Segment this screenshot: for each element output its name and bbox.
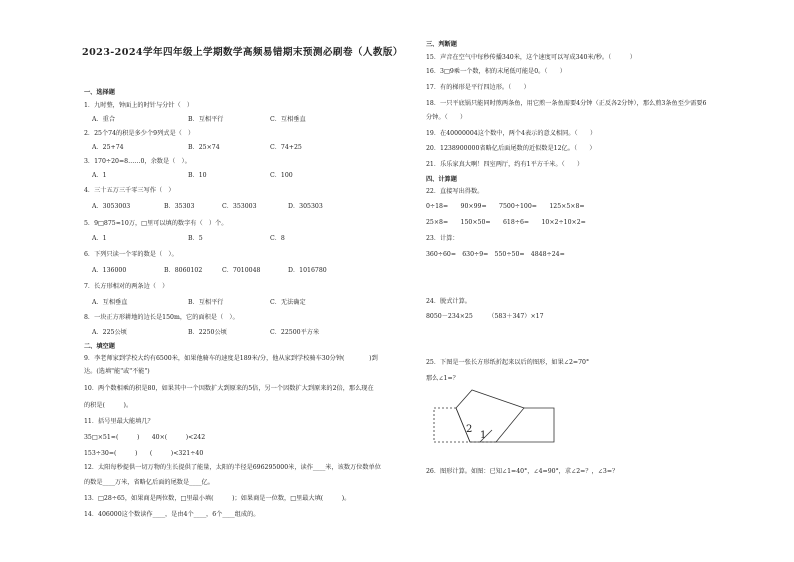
question-4: 4．三十五万三千零三写作（ ） xyxy=(84,187,175,194)
option: C．无法确定 xyxy=(270,299,306,306)
option: B．2250公顷 xyxy=(188,329,227,336)
question-11-a: 35□×51≈( ) 40×( )<242 xyxy=(84,434,206,441)
question-23: 23．计算： xyxy=(426,235,459,242)
question-11-b: 153÷30=( ) ( )<321÷40 xyxy=(84,450,204,457)
question-24: 24．脱式计算。 xyxy=(426,298,471,305)
question-17: 17．有的梯形是平行四边形。（ ） xyxy=(426,84,530,91)
page-title: 2023-2024学年四年级上学期数学高频易错期末预测必刷卷（人教版） xyxy=(82,47,403,58)
question-8: 8．一块正方形耕地的边长是150m，它的面积是（ ）。 xyxy=(84,314,239,321)
option: A．1 xyxy=(92,235,107,242)
question-1: 1．九时整，钟面上的时针与分针（ ） xyxy=(84,102,194,109)
section-heading-judge: 三、判断题 xyxy=(426,41,457,48)
option: B．互相平行 xyxy=(188,116,224,123)
question-9-cont: 达。(选填"能"或"不能") xyxy=(84,368,150,375)
option: D．1016780 xyxy=(288,267,327,274)
section-heading-fill: 二、填空题 xyxy=(84,343,115,350)
section-heading-calc: 四、计算题 xyxy=(426,176,457,183)
option: A．25+74 xyxy=(92,144,124,151)
option: B．8060102 xyxy=(164,267,203,274)
option: A．互相垂直 xyxy=(92,299,128,306)
option: C．100 xyxy=(270,172,293,179)
question-23-a: 360÷60= 630÷9= 550÷50= 4848÷24= xyxy=(426,251,565,258)
option: B．5 xyxy=(188,235,203,242)
question-10-cont: 的积是( )。 xyxy=(84,402,133,409)
question-19: 19．在40000004这个数中，两个4表示的意义相同。（ ） xyxy=(426,130,597,137)
question-18-cont: 分钟。（ ） xyxy=(426,114,467,121)
option: A．1 xyxy=(92,172,107,179)
option: C．74+25 xyxy=(270,144,302,151)
question-18: 18．一只平底锅只能同时煎两条鱼，用它煎一条鱼需要4分钟（正反各2分钟），那么煎3条鱼至少需要6 xyxy=(426,100,707,107)
question-6: 6．下列只读一个零的数是（ ）。 xyxy=(84,251,178,258)
option: B．25×74 xyxy=(188,144,220,151)
question-25: 25．下图是一张长方形纸折起来以后的图形，如果∠2=70° xyxy=(426,359,590,366)
question-5: 5．9□875≈10万，□里可以填的数字有（ ）个。 xyxy=(84,220,228,227)
option: A．136000 xyxy=(92,267,127,274)
option: B．35303 xyxy=(164,203,195,210)
question-11: 11．括号里最大能填几？ xyxy=(84,418,154,425)
option: A．重合 xyxy=(92,116,116,123)
question-22-b: 25×8= 150×50= 618÷6= 10×2÷10×2= xyxy=(426,219,586,226)
question-20: 20．1238900000省略亿后面尾数的近似数是12亿。（ ） xyxy=(426,145,596,152)
question-22-a: 0÷18= 90×99= 7500÷100= 125×5×8= xyxy=(426,203,585,210)
option: A．225公顷 xyxy=(92,329,127,336)
question-10: 10．两个数相乘的积是80，如果其中一个因数扩大到原来的5倍，另一个因数扩大到原来的2倍，那么现在 xyxy=(84,385,374,392)
option: C．8 xyxy=(270,235,285,242)
question-14: 14．406000这个数读作____，是由4个____，6个____组成的。 xyxy=(84,511,260,518)
question-13: 13．□28÷65，如果商是两位数，□里最小填( )；如果商是一位数，□里最大填( )。 xyxy=(84,495,351,502)
question-26: 26．图形计算。如图：已知∠1=40°，∠4=90°，求∠2=？，∠3=？ xyxy=(426,468,619,475)
option: C．353003 xyxy=(222,203,257,210)
question-15: 15．声音在空气中每秒传播340米，这个速度可以写成340米/秒。（ ） xyxy=(426,54,636,61)
question-7: 7．长方形相对的两条边（ ） xyxy=(84,283,169,290)
option: D．305303 xyxy=(288,203,323,210)
option: B．互相平行 xyxy=(188,299,224,306)
option: C．7010048 xyxy=(222,267,261,274)
option: C．互相垂直 xyxy=(270,116,306,123)
question-9: 9．李老师家到学校大约有6500米，如果他骑车的速度是189米/分，他从家到学校骑车30分钟( )到 xyxy=(84,355,378,362)
question-25-cont: 那么∠1=？ xyxy=(426,375,459,382)
question-2: 2．25个74的积是多少个9列式是（ ） xyxy=(84,130,195,137)
question-12-cont: 的数是____万米，省略亿后面的尾数是____亿。 xyxy=(84,479,214,486)
question-21: 21．乐乐家真大啊！四室两厅，约有1平方千米。（ ） xyxy=(426,161,584,168)
section-heading-choice: 一、选择题 xyxy=(84,89,115,96)
question-22: 22．直接写出得数。 xyxy=(426,188,484,195)
question-16: 16．3□9乘一个数，积的末尾低可能是0。（ ） xyxy=(426,68,566,75)
question-3: 3．170÷20=8……0，余数是（ ）。 xyxy=(84,158,191,165)
angle-label-1: 1 xyxy=(480,430,487,441)
question-12: 12．太阳每秒提供一切万物的生长提供了能量，太阳的半径是696295000米，读作____米，该数万位数单位 xyxy=(84,464,381,471)
angle-label-2: 2 xyxy=(466,424,473,435)
option: A．3053003 xyxy=(92,203,131,210)
folded-rectangle-figure xyxy=(426,386,560,446)
option: C．22500平方米 xyxy=(270,329,320,336)
option: B．10 xyxy=(188,172,207,179)
question-24-a: 8050－234×25 （583＋347）×17 xyxy=(426,313,544,320)
